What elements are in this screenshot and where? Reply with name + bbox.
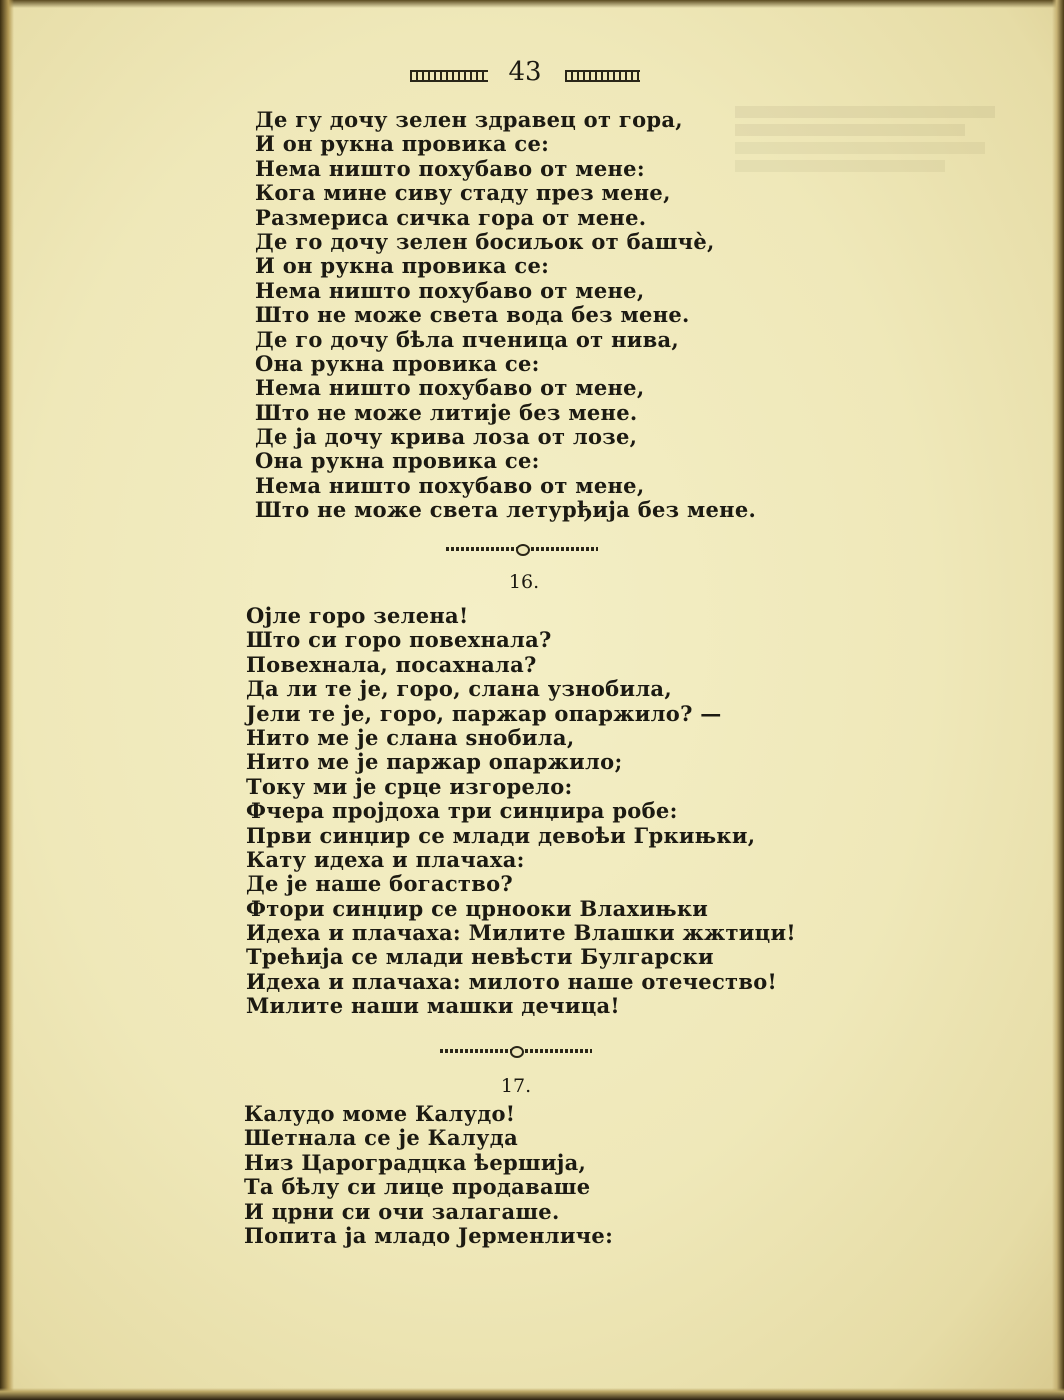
poem-line: Размериса сичка гора от мене. [255, 204, 647, 230]
poem-line: Она рукна провика се: [255, 448, 540, 474]
divider-knot [510, 1046, 524, 1058]
poem-line: И црни си очи залагаше. [244, 1198, 560, 1224]
bleed-through-decoration [735, 100, 995, 178]
poem-line: Та бѣлу си лице продаваше [244, 1174, 591, 1200]
poem-line: И он рукна провика се: [255, 131, 550, 157]
poem-line: Кога мине сиву стаду през мене, [255, 180, 671, 206]
poem-line: Де го дочу бѣла пченица от нива, [255, 326, 680, 352]
poem-line: Фчера пројдоха три синџира робе: [246, 798, 678, 824]
page-edge-bottom [0, 1388, 1064, 1400]
poem-line: Нема ништо похубаво от мене, [255, 472, 645, 498]
poem-line: Што си горо повехнала? [246, 627, 552, 653]
page-edge-top [0, 0, 1064, 8]
poem-line: Нема ништо похубаво от мене: [255, 155, 645, 181]
section-divider [446, 545, 598, 553]
poem-line: Што не може света летурђија без мене. [255, 497, 757, 523]
poem-line: Што не може литије без мене. [255, 399, 638, 425]
poem-line: Повехнала, посахнала? [246, 651, 537, 677]
page-header [0, 54, 1064, 90]
poem-line: Први синџир се млади девоѣи Гркињки, [246, 822, 756, 848]
page-number: 43 [508, 57, 542, 87]
poem-line: Нема ништо похубаво от мене, [255, 375, 645, 401]
divider-knot [516, 544, 530, 556]
poem-line: Идеха и плачаха: Милите Влашки жжтици! [246, 920, 796, 946]
poem-line: Милите наши машки дечица! [246, 993, 620, 1019]
poem-15-continuation [255, 108, 756, 523]
poem-line: Де го дочу зелен босиљок от башчѐ, [255, 228, 715, 254]
poem-line: Она рукна провика се: [255, 350, 540, 376]
poem-line: Нито ме је слана ѕнобила, [246, 724, 575, 750]
poem-line: Да ли те је, горо, слана узнобила, [246, 676, 672, 702]
poem-line: Де је наше богаство? [246, 871, 514, 897]
poem-line: Нито ме је паржар опаржило; [246, 749, 623, 775]
poem-17 [244, 1102, 613, 1248]
poem-line: Де гу дочу зелен здравец от гора, [255, 107, 683, 132]
header-flourish-left [410, 70, 488, 82]
page-edge-right [1052, 0, 1064, 1400]
section-divider [440, 1047, 592, 1055]
poem-16 [246, 604, 796, 1019]
poem-line: Калудо моме Калудо! [244, 1101, 516, 1126]
poem-line: Фтори синџир се црнооки Влахињки [246, 895, 709, 921]
page-edge-left [0, 0, 14, 1400]
poem-line: Нема ништо похубаво от мене, [255, 277, 645, 303]
poem-line: Низ Цароградцка ѣершија, [244, 1149, 587, 1175]
header-flourish-right [565, 70, 640, 82]
section-number-17: 17. [500, 1075, 532, 1097]
poem-line: Јели те је, горо, паржар опаржило? — [246, 700, 722, 726]
poem-line: Току ми је срце изгорело: [246, 773, 573, 799]
poem-line: Де ја дочу крива лоза от лозе, [255, 424, 638, 450]
poem-line: И он рукна провика се: [255, 253, 550, 279]
poem-line: Ојле горо зелена! [246, 603, 469, 628]
poem-line: Кату идеха и плачаха: [246, 846, 525, 872]
poem-line: Попита ја младо Јерменличе: [244, 1222, 614, 1248]
poem-line: Трећија се млади невѣсти Булгарски [246, 944, 714, 970]
section-number-16: 16. [508, 571, 540, 593]
poem-line: Шетнала се је Калуда [244, 1125, 518, 1151]
poem-line: Идеха и плачаха: милото наше отечество! [246, 968, 778, 994]
poem-line: Што не може света вода без мене. [255, 302, 690, 328]
